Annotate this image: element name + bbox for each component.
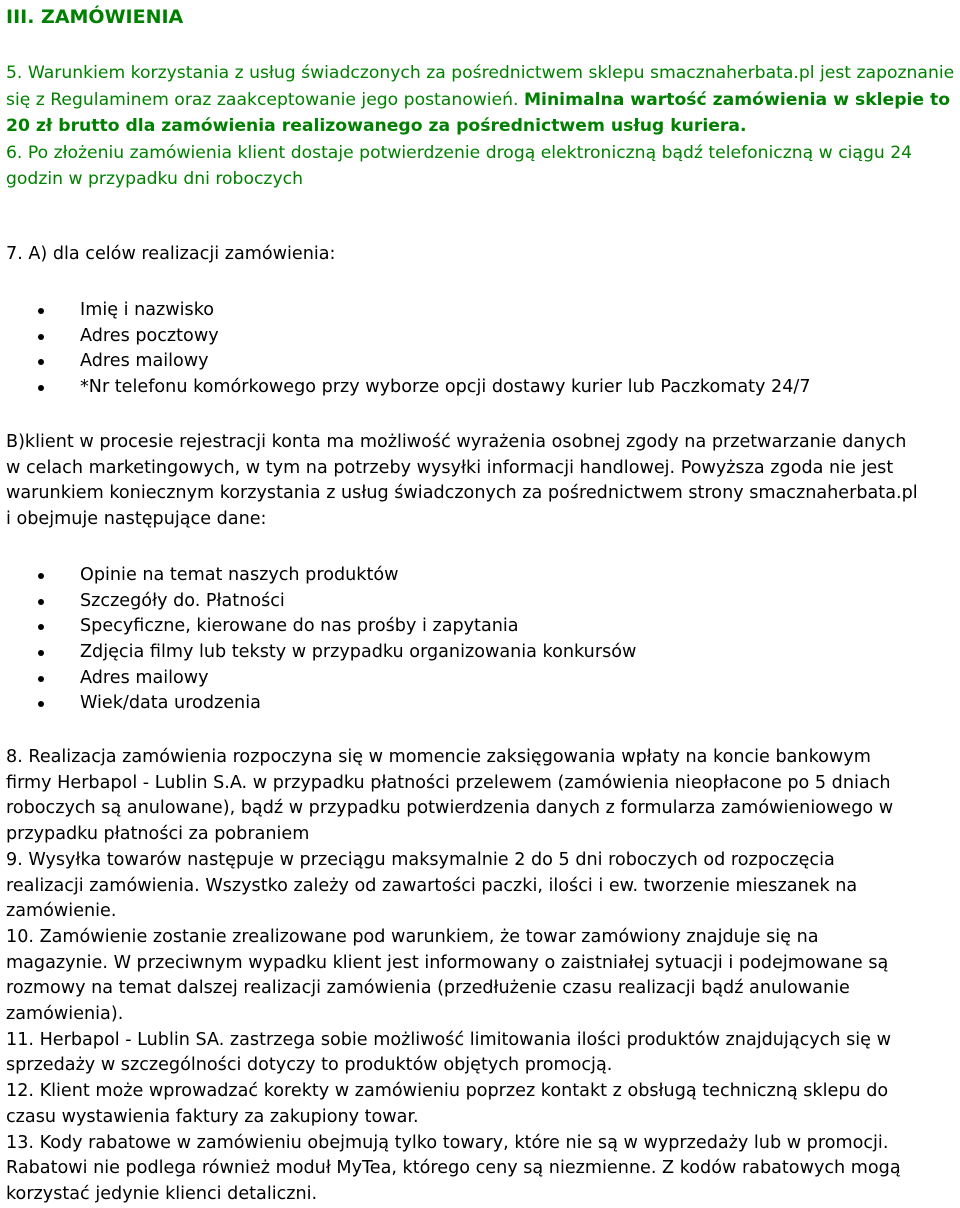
text-line: w celach marketingowych, w tym na potrzeby wysyłki informacji handlowej. Powyższa zgoda nie jest (6, 457, 894, 478)
paragraphs-8-13 (6, 745, 958, 1208)
bullet-icon (38, 624, 44, 630)
list-item-text: Szczegóły do. Płatności (80, 590, 285, 611)
paragraph-7b (6, 430, 960, 533)
text-line: sprzedaży w szczególności dotyczy to produktów objętych promocją. (6, 1055, 613, 1076)
list-item-text: Zdjęcia filmy lub teksty w przypadku organizowania konkursów (80, 642, 637, 663)
list-item-text: *Nr telefonu komórkowego przy wyborze opcji dostawy kurier lub Paczkomaty 24/7 (80, 377, 811, 398)
text-line: 10. Zamówienie zostanie zrealizowane pod warunkiem, że towar zamówiony znajduje się na (6, 926, 819, 947)
list-item (6, 614, 636, 640)
list-item (6, 691, 636, 717)
paragraph-6: 6. Po złożeniu zamówienia klient dostaje potwierdzenie drogą elektroniczną bądź telefoniczną w ciągu 24 godzin w przypadku dni roboczych (6, 142, 913, 189)
optional-data-list (6, 563, 636, 717)
bullet-icon (38, 573, 44, 579)
text-line: i obejmuje następujące dane: (6, 509, 267, 530)
text-line: B)klient w procesie rejestracji konta ma możliwość wyrażenia osobnej zgody na przetwarzanie danych (6, 432, 907, 452)
text-line: 9. Wysyłka towarów następuje w przeciągu maksymalnie 2 do 5 dni roboczych od rozpoczęcia (6, 849, 835, 870)
list-item (6, 298, 811, 324)
text-line: 11. Herbapol - Lublin SA. zastrzega sobie możliwość limitowania ilości produktów znajdujących się w (6, 1029, 891, 1050)
paragraph-5-text: 5. Warunkiem korzystania z usług świadczonych za pośrednictwem sklepu smacznaherbata.pl jest zapoznanie się z Regulaminem oraz zaakceptowanie jego postanowień. (6, 63, 955, 110)
list-item (6, 324, 811, 350)
bullet-icon (38, 385, 44, 391)
list-item (6, 666, 636, 692)
text-line: magazynie. W przeciwnym wypadku klient jest informowany o zaistniałej sytuacji i podejmowane są (6, 952, 889, 973)
bullet-icon (38, 359, 44, 365)
green-paragraphs (6, 60, 956, 193)
text-line: rozmowy na temat dalszej realizacji zamówienia (przedłużenie czasu realizacji bądź anulowanie (6, 978, 850, 999)
text-line: zamówienia). (6, 1004, 124, 1025)
text-line: realizacji zamówienia. Wszystko zależy od zawartości paczki, ilości i ew. tworzenie mieszanek na (6, 875, 858, 896)
list-item-text: Adres mailowy (80, 667, 209, 688)
list-item (6, 589, 636, 615)
list-item-text: Adres pocztowy (80, 325, 219, 346)
text-line: 8. Realizacja zamówienia rozpoczyna się w momencie zaksięgowania wpłaty na koncie bankowym (6, 747, 871, 767)
list-item (6, 640, 636, 666)
text-line: Rabatowi nie podlega również moduł MyTea, którego ceny są niezmienne. Z kodów rabatowych mogą (6, 1158, 901, 1179)
minimum-order-note: Minimalna wartość zamówienia w sklepie to 20 zł brutto dla zamówienia realizowanego za pośrednictwem usług kuriera. (6, 89, 951, 136)
required-data-list (6, 298, 811, 401)
list-item-text: Adres mailowy (80, 351, 209, 372)
list-item-text: Imię i nazwisko (80, 300, 215, 320)
list-item-text: Opinie na temat naszych produktów (80, 565, 399, 585)
text-line: zamówienie. (6, 901, 117, 922)
text-line: korzystać jedynie klienci detaliczni. (6, 1183, 318, 1204)
text-line: roboczych są anulowane), bądź w przypadku potwierdzenia danych z formularza zamówieniowego w (6, 798, 894, 819)
list-item (6, 563, 636, 589)
bullet-icon (38, 308, 44, 314)
section-heading: III. ZAMÓWIENIA (6, 6, 184, 28)
list-item (6, 349, 811, 375)
text-line: warunkiem koniecznym korzystania z usług świadczonych za pośrednictwem strony smacznaherbata.pl (6, 483, 918, 504)
bullet-icon (38, 334, 44, 340)
bullet-icon (38, 650, 44, 656)
bullet-icon (38, 676, 44, 682)
list-item-text: Specyficzne, kierowane do nas prośby i zapytania (80, 616, 519, 637)
text-line: 12. Klient może wprowadzać korekty w zamówieniu poprzez kontakt z obsługą techniczną sklepu do (6, 1081, 889, 1102)
paragraph-7-intro: 7. A) dla celów realizacji zamówienia: (6, 244, 336, 264)
list-item (6, 375, 811, 401)
text-line: firmy Herbapol - Lublin S.A. w przypadku płatności przelewem (zamówienia nieopłacone po 5 dniach (6, 772, 891, 793)
text-line: przypadku płatności za pobraniem (6, 824, 310, 845)
text-line: czasu wystawienia faktury za zakupiony towar. (6, 1106, 419, 1127)
text-line: 13. Kody rabatowe w zamówieniu obejmują tylko towary, które nie są w wyprzedaży lub w promocji. (6, 1132, 889, 1153)
list-item-text: Wiek/data urodzenia (80, 693, 261, 714)
paragraph-5 (6, 60, 956, 140)
bullet-icon (38, 701, 44, 707)
bullet-icon (38, 599, 44, 605)
